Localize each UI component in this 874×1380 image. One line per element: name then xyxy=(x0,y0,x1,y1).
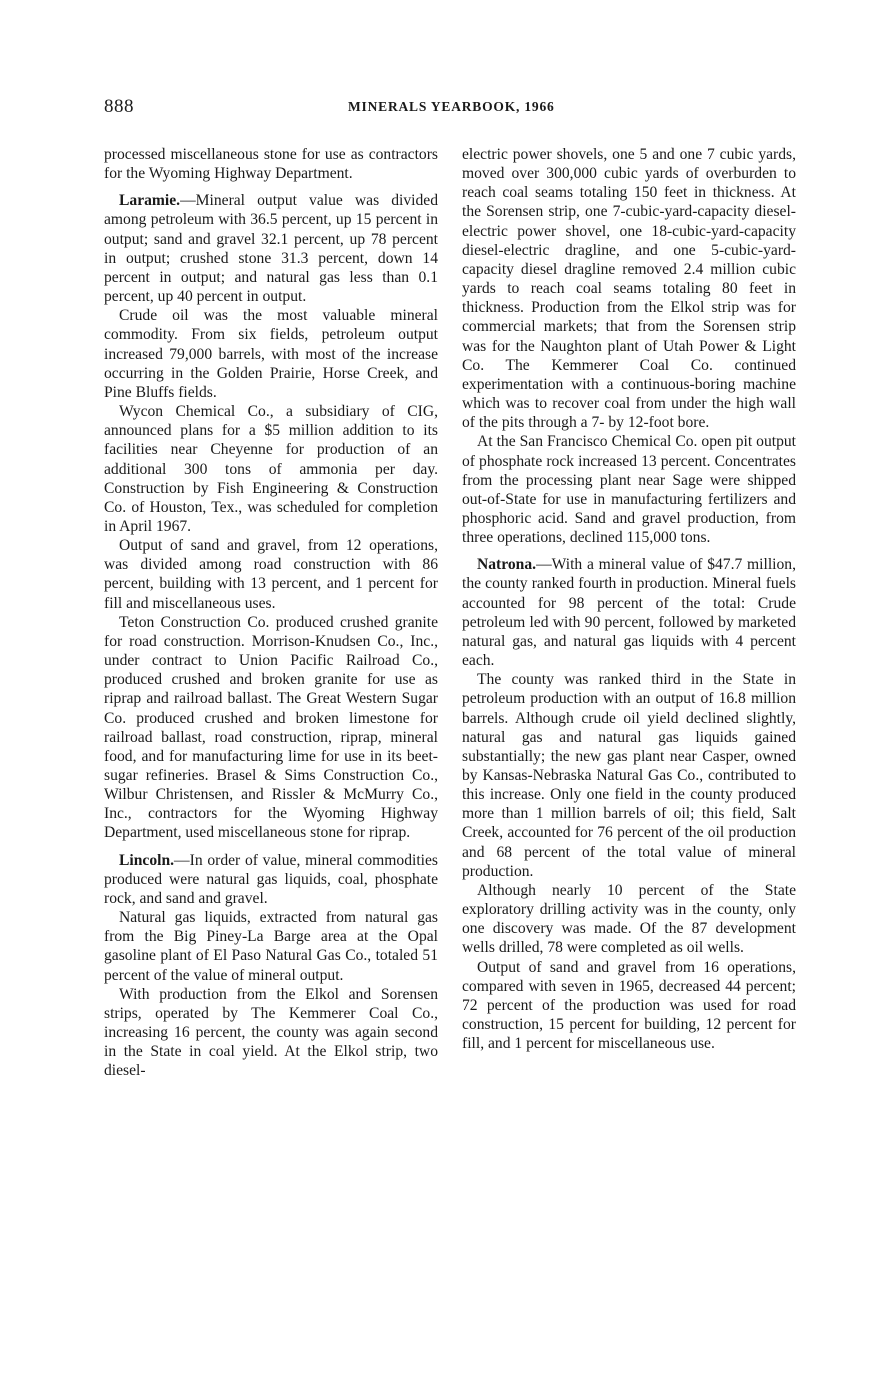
paragraph: Natural gas liquids, extracted from natural gas from the Big Piney-La Barge area at the Opal gasoline plant of El Paso Natural Gas Co., totaled 51 percent of the value of mineral output. xyxy=(104,909,438,984)
section-text-natrona: —With a mineral value of $47.7 million, the county ranked fourth in production. Mineral fuels accounted for 98 percent of the total: Crude petroleum led with 90 percent, followed by marketed natural gas, and natural gas liquids with 4 percent each. xyxy=(462,556,796,670)
page-number: 888 xyxy=(104,96,134,117)
section-heading-laramie: Laramie. xyxy=(119,192,181,210)
paragraph: Output of sand and gravel from 16 operations, compared with seven in 1965, decreased 44 percent; 72 percent of the production was used for road construction, 15 percent for building, 12 percent for fill, and 1 percent for miscellaneous use. xyxy=(462,958,796,1053)
section-lincoln xyxy=(104,851,438,908)
running-title: MINERALS YEARBOOK, 1966 xyxy=(348,99,555,114)
paragraph: The county was ranked third in the State in petroleum production with an output of 16.8 million barrels. Although crude oil yield declined slightly, natural gas and natural gas liquids gained substantially; the new gas plant near Casper, owned by Kansas-Nebraska Natural Gas Co., contributed to this increase. Only one field in the county produced more than 1 million barrels of oil; this field, Salt Creek, accounted for 76 percent of the oil production and 68 percent of the total value of mineral production. xyxy=(462,671,796,880)
paragraph-continued: electric power shovels, one 5 and one 7 cubic yards, moved over 300,000 cubic yards of overburden to reach coal seams totaling 150 feet in thickness. At the Sorensen strip, one 7-cubic-yard-capacity diesel-electric power shovel, one 18-cubic-yard-capacity diesel-electric dragline, and one 5-cubic-yard-capacity diesel dragline removed 2.4 million cubic yards to reach coal seams totaling 80 feet in thickness. Production from the Elkol strip was for commercial markets; that from the Sorensen strip was for the Naughton plant of Utah Power & Light Co. The Kemmerer Coal Co. continued experimentation with a continuous-boring machine which was to recover coal from under the high wall of the pits through a 7- by 12-foot bore. xyxy=(462,146,796,432)
paragraph: Output of sand and gravel, from 12 operations, was divided among road construction with 86 percent, building with 13 percent, and 1 percent for fill and miscellaneous uses. xyxy=(104,537,438,612)
paragraph: Crude oil was the most valuable mineral commodity. From six fields, petroleum output increased 79,000 barrels, with most of the increase occurring in the Golden Prairie, Horse Creek, and Pine Bluffs fields. xyxy=(104,307,438,401)
paragraph: At the San Francisco Chemical Co. open pit output of phosphate rock increased 13 percent. Concentrates from the processing plant near Sage were shipped out-of-State for use in manufacturing fertilizers and phosphoric acid. Sand and gravel production, from three operations, declined 115,000 tons. xyxy=(462,433,796,547)
page-header xyxy=(104,96,804,120)
section-text-laramie: —Mineral output value was divided among petroleum with 36.5 percent, up 15 percent in output; sand and gravel 32.1 percent, up 78 percent in output; crushed stone 31.3 percent, down 14 percent in output; and natural gas less than 0.1 percent, up 40 percent in output. xyxy=(104,192,438,306)
section-natrona xyxy=(462,555,796,670)
paragraph: Although nearly 10 percent of the State exploratory drilling activity was in the county, only one discovery was made. Of the 87 development wells drilled, 78 were completed as oil wells. xyxy=(462,881,796,957)
section-heading-lincoln: Lincoln. xyxy=(119,851,175,869)
section-heading-natrona: Natrona. xyxy=(477,556,537,574)
paragraph: Teton Construction Co. produced crushed granite for road construction. Morrison-Knudsen Co., Inc., under contract to Union Pacific Railroad Co., produced crushed and broken granite for use as riprap and railroad ballast. The Great Western Sugar Co. produced crushed and broken limestone for railroad ballast, road construction, riprap, mineral food, and for manufacturing lime for use in its beet-sugar refineries. Brasel & Sims Construction Co., Wilbur Christensen, and Rissler & McMurry Co., Inc., contractors for the Wyoming Highway Department, used miscellaneous stone for riprap. xyxy=(104,613,438,842)
paragraph-continued: processed miscellaneous stone for use as contractors for the Wyoming Highway Department. xyxy=(104,146,438,183)
paragraph: With production from the Elkol and Sorensen strips, operated by The Kemmerer Coal Co., increasing 16 percent, the county was again second in the State in coal yield. At the Elkol strip, two diesel- xyxy=(104,985,438,1080)
left-column xyxy=(104,145,438,1081)
section-text-lincoln: —In order of value, mineral commodities produced were natural gas liquids, coal, phosphate rock, and sand and gravel. xyxy=(104,851,438,907)
right-column xyxy=(462,145,796,1053)
paragraph: Wycon Chemical Co., a subsidiary of CIG, announced plans for a $5 million addition to its facilities near Cheyenne for production of an additional 300 tons of ammonia per day. Construction by Fish Engineering & Construction Co. of Houston, Tex., was scheduled for completion in April 1967. xyxy=(104,403,438,535)
section-laramie xyxy=(104,191,438,306)
